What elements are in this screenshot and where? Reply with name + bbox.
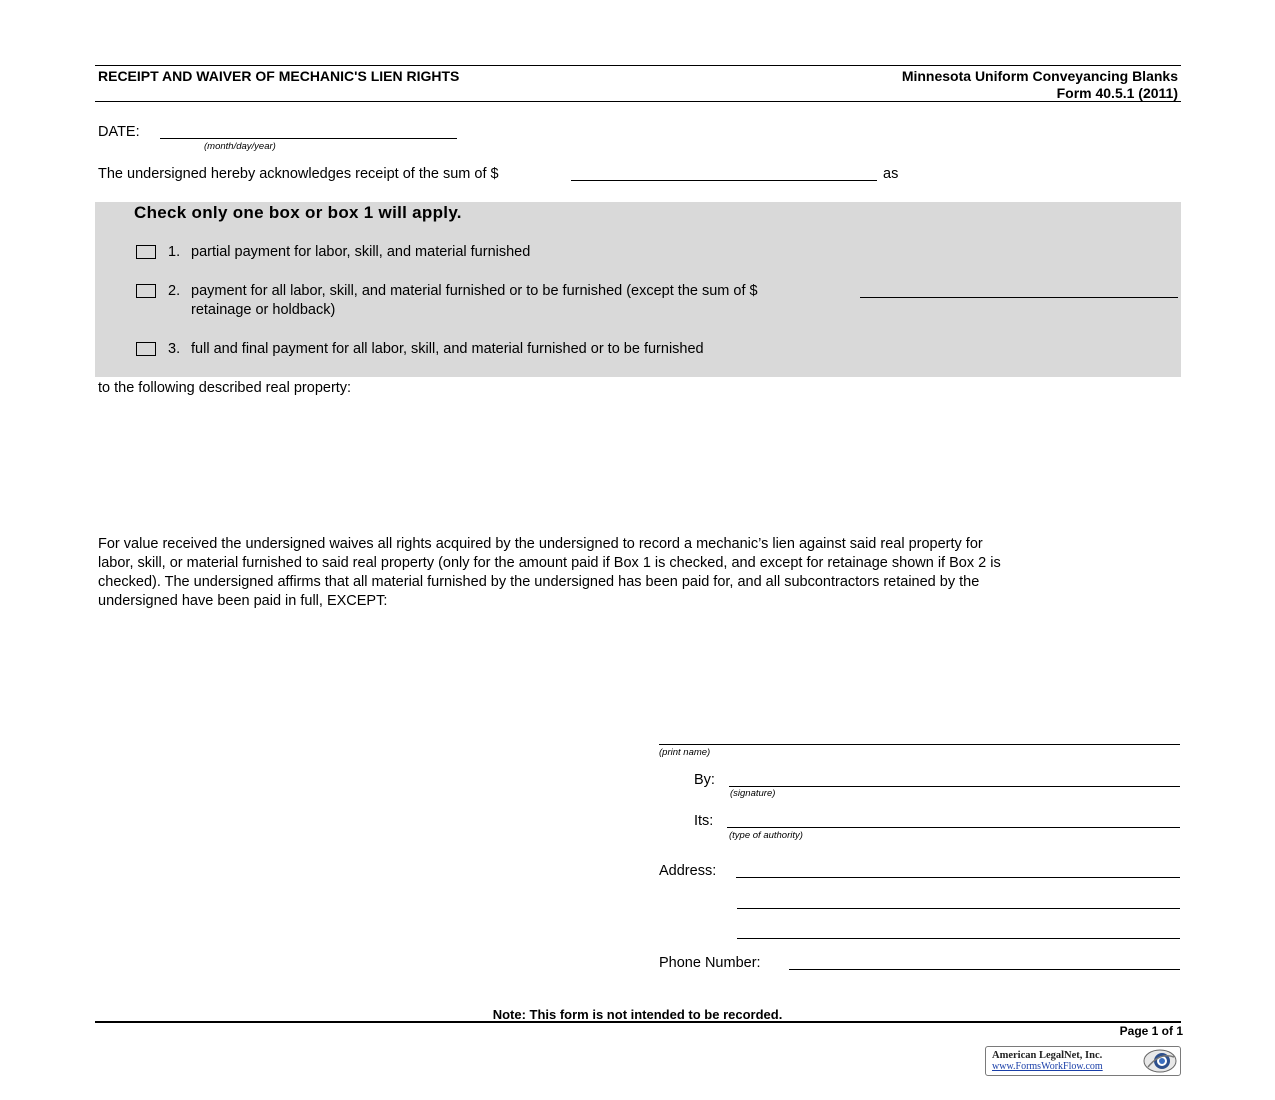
address-line-1-input[interactable] xyxy=(736,877,1180,878)
address-label: Address: xyxy=(659,863,717,879)
publisher-line: Minnesota Uniform Conveyancing Blanks xyxy=(901,68,1178,84)
company-logo xyxy=(985,1046,1181,1076)
date-input[interactable] xyxy=(160,120,457,139)
option-1-number: 1. xyxy=(168,244,181,260)
property-description-area[interactable] xyxy=(98,400,1178,530)
option-2-amount-input[interactable] xyxy=(860,280,1178,298)
option-1-checkbox[interactable] xyxy=(136,245,156,259)
waiver-line-2: labor, skill, or material furnished to said real property (only for the amount paid if Box 1 is checked, and except for retainage shown if Box 2 is xyxy=(98,555,1001,571)
signature-input[interactable] xyxy=(729,786,1180,787)
property-label: to the following described real property: xyxy=(98,380,352,396)
authority-hint: (type of authority) xyxy=(729,830,803,841)
option-3-text: full and final payment for all labor, skill, and material furnished or to be furnished xyxy=(191,341,704,357)
phone-input[interactable] xyxy=(789,969,1180,970)
by-label: By: xyxy=(694,772,715,788)
footer-note: Note: This form is not intended to be recorded. xyxy=(492,1007,783,1022)
exceptions-area[interactable] xyxy=(98,615,1178,725)
globe-logo-icon xyxy=(1142,1048,1178,1074)
option-2-checkbox[interactable] xyxy=(136,284,156,298)
form-number: Form 40.5.1 (2011) xyxy=(1056,85,1178,101)
logo-url-link[interactable]: www.FormsWorkFlow.com xyxy=(992,1061,1103,1072)
date-hint: (month/day/year) xyxy=(204,141,276,152)
option-2-number: 2. xyxy=(168,283,181,299)
phone-label: Phone Number: xyxy=(659,955,761,971)
print-name-hint: (print name) xyxy=(659,747,711,758)
its-label: Its: xyxy=(694,813,714,829)
date-label: DATE: xyxy=(98,124,140,140)
waiver-line-3: checked). The undersigned affirms that all material furnished by the undersigned has been paid for, and all subcontractors retained by the xyxy=(98,574,980,590)
footer-rule xyxy=(95,1021,1181,1023)
address-line-3-input[interactable] xyxy=(737,938,1180,939)
print-name-input[interactable] xyxy=(659,744,1180,745)
receipt-amount-input[interactable] xyxy=(571,162,877,181)
receipt-text: The undersigned hereby acknowledges receipt of the sum of $ xyxy=(98,166,499,182)
waiver-line-1: For value received the undersigned waives all rights acquired by the undersigned to record a mechanic’s lien against said real property for xyxy=(98,536,983,552)
page-number: Page 1 of 1 xyxy=(1119,1024,1183,1038)
option-3-number: 3. xyxy=(168,341,181,357)
form-title: RECEIPT AND WAIVER OF MECHANIC'S LIEN RIGHTS xyxy=(98,68,460,84)
waiver-line-4: undersigned have been paid in full, EXCEPT: xyxy=(98,593,388,609)
options-instruction: Check only one box or box 1 will apply. xyxy=(134,203,462,222)
signature-hint: (signature) xyxy=(730,788,776,799)
header-top-rule xyxy=(95,65,1181,66)
receipt-as-text: as xyxy=(883,166,899,182)
address-line-2-input[interactable] xyxy=(737,908,1180,909)
option-3-checkbox[interactable] xyxy=(136,342,156,356)
header-bottom-rule xyxy=(95,101,1181,102)
authority-input[interactable] xyxy=(727,827,1180,828)
option-2-text: payment for all labor, skill, and material furnished or to be furnished (except the sum of $ xyxy=(191,283,758,299)
option-2-continuation: retainage or holdback) xyxy=(191,302,336,318)
option-1-text: partial payment for labor, skill, and material furnished xyxy=(191,244,531,260)
logo-company-name: American LegalNet, Inc. xyxy=(992,1050,1103,1061)
